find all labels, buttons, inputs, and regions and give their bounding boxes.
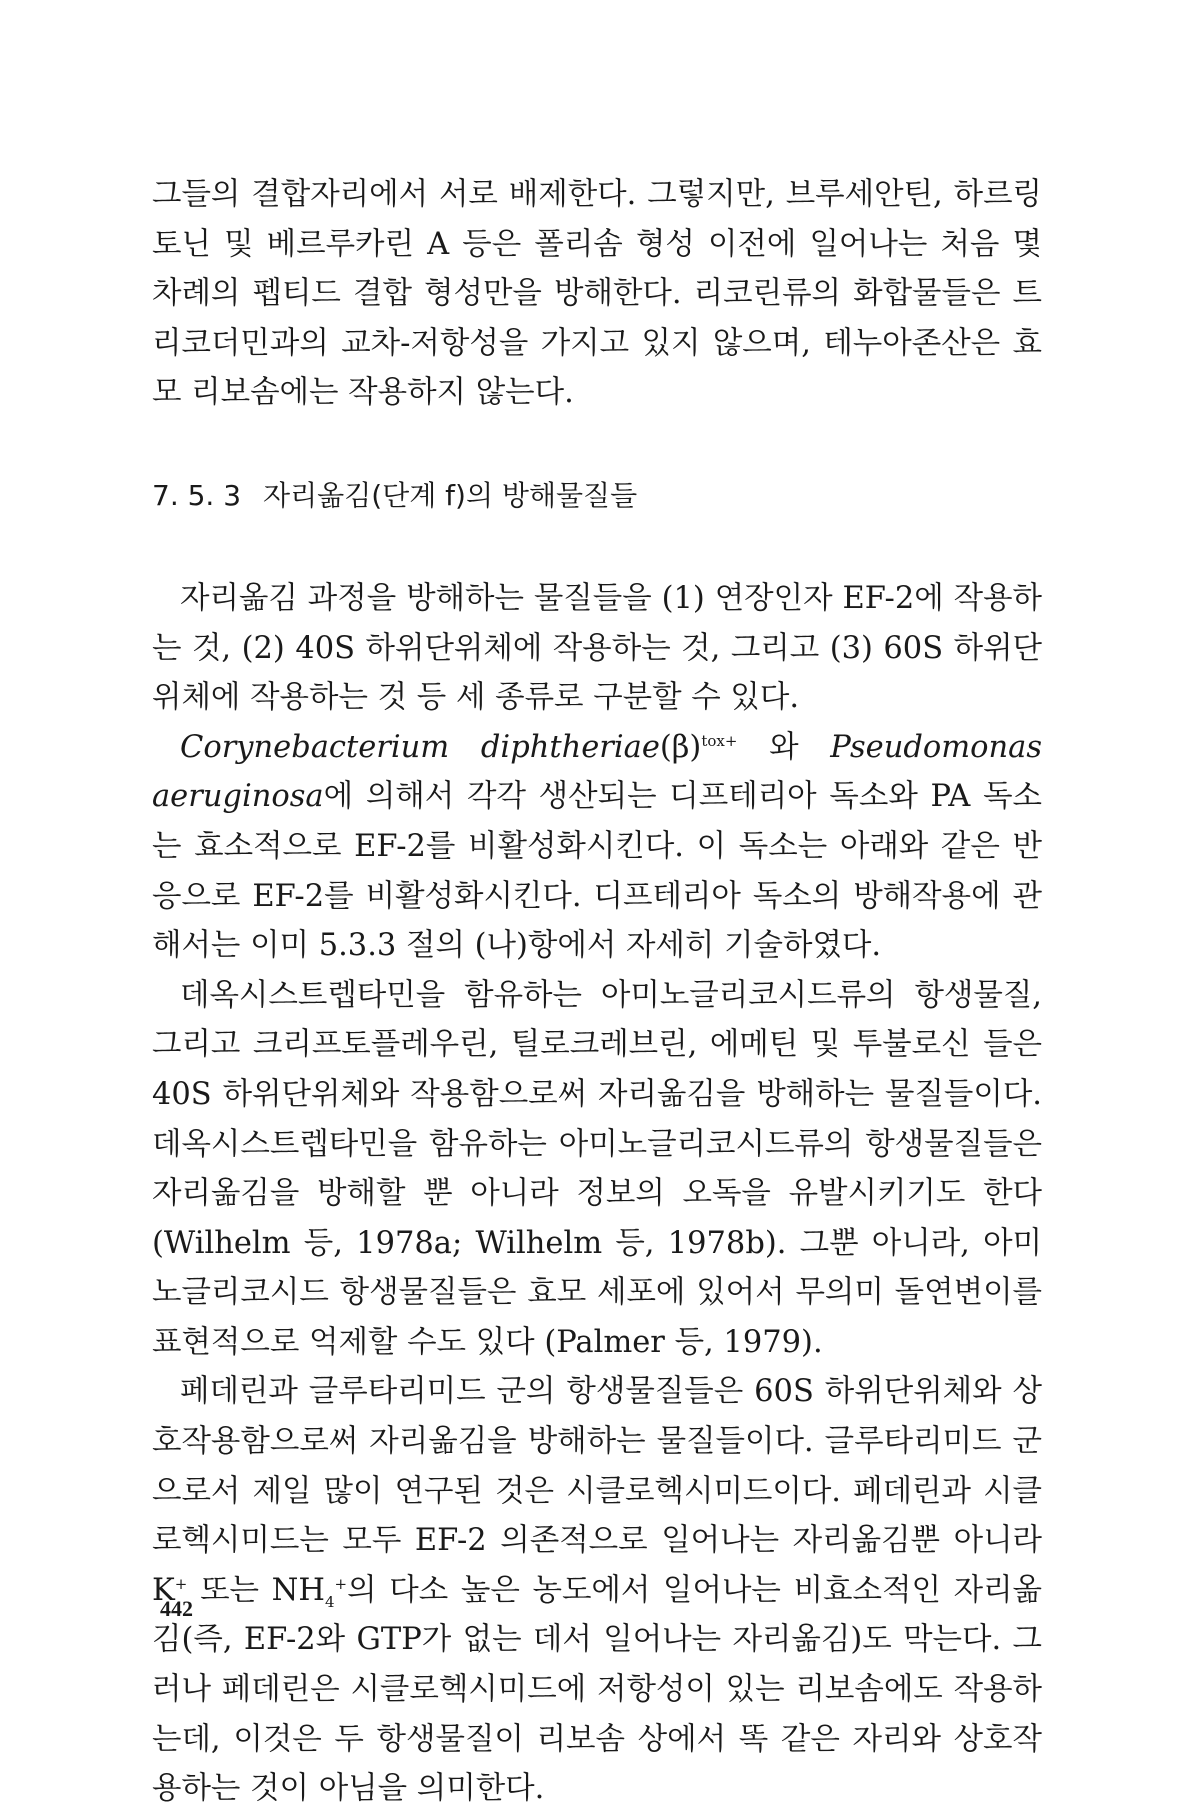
paragraph-3: 데옥시스트렙타민을 함유하는 아미노글리코시드류의 항생물질, 그리고 크리프토플레우린, 틸로크레브린, 에메틴 및 투불로신 들은 40S 하위단위체와 작용함으로써 자리옮김을 방해하는 물질들이다. 데옥시스트렙타민을 함유하는 아미노글리코시드류의 항생물질들은 자리옮김을 방해할 뿐 아니라 정보의 오독을 유발시키기도 한다(Wilhelm 등, 1978a; Wilhelm 등, 1978b). 그뿐 아니라, 아미노글리코시드 항생물질들은 효모 세포에 있어서 무의미 돌연변이를 표현적으로 억제할 수도 있다 (Palmer 등, 1979). — [152, 977, 1042, 1360]
section-title: 자리옮김(단계 f)의 방해물질들 — [263, 478, 638, 512]
page-number: 442 — [160, 1596, 193, 1621]
section-number: 7. 5. 3 — [152, 478, 242, 512]
conjunction: 와 — [737, 729, 831, 765]
potassium-charge: + — [174, 1574, 188, 1593]
ammonium-charge: + — [334, 1574, 348, 1593]
paragraph-4 — [152, 1367, 1042, 1813]
paragraph-intro: 그들의 결합자리에서 서로 배제한다. 그렇지만, 브루세안틴, 하르링토닌 및 베르루카린 A 등은 폴리솜 형성 이전에 일어나는 처음 몇 차례의 펩티드 결합 형성만을 방해한다. 리코린류의 화합물들은 트리코더민과의 교차-저항성을 가지고 있지 않으며, 테누아존산은 효모 리보솜에는 작용하지 않는다. — [152, 177, 1042, 411]
section-heading — [152, 476, 1042, 516]
tox-superscript: tox+ — [701, 731, 738, 750]
paragraph-2 — [152, 723, 1042, 971]
species-pseudomonas: Pseudomonas aeruginosa — [152, 729, 1042, 815]
page-body — [152, 170, 1042, 1814]
paragraph-4-text-c: 의 다소 높은 농도에서 일어나는 비효소적인 자리옮김(즉, EF-2와 GTP가 없는 데서 일어나는 자리옮김)도 막는다. 그러나 페데린은 시클로헥시미드에 저항성이 있는 리보솜에도 작용하는데, 이것은 두 항생물질이 리보솜 상에서 똑 같은 자리와 상호작용하는 것이 아님을 의미한다. — [152, 1572, 1042, 1807]
paragraph-1: 자리옮김 과정을 방해하는 물질들을 (1) 연장인자 EF-2에 작용하는 것, (2) 40S 하위단위체에 작용하는 것, 그리고 (3) 60S 하위단위체에 작용하는 것 등 세 종류로 구분할 수 있다. — [152, 580, 1042, 716]
paragraph-4-text-a: 페데린과 글루타리미드 군의 항생물질들은 60S 하위단위체와 상호작용함으로써 자리옮김을 방해하는 물질들이다. 글루타리미드 군으로서 제일 많이 연구된 것은 시클로헥시미드이다. 페데린과 시클로헥시미드는 모두 EF-2 의존적으로 일어나는 자리옮김뿐 아니라 K — [152, 1374, 1042, 1608]
ammonium-subscript: 4 — [324, 1592, 335, 1611]
species-corynebacterium: Corynebacterium diphtheriae — [180, 729, 660, 765]
paragraph-2-text: 에 의해서 각각 생산되는 디프테리아 독소와 PA 독소는 효소적으로 EF-2를 비활성화시킨다. 이 독소는 아래와 같은 반응으로 EF-2를 비활성화시킨다. 디프테리아 독소의 방해작용에 관해서는 이미 5.3.3 절의 (나)항에서 자세히 기술하였다. — [152, 779, 1042, 964]
beta-symbol: (β) — [659, 729, 702, 765]
paragraph-4-text-b: 또는 NH — [187, 1572, 325, 1608]
